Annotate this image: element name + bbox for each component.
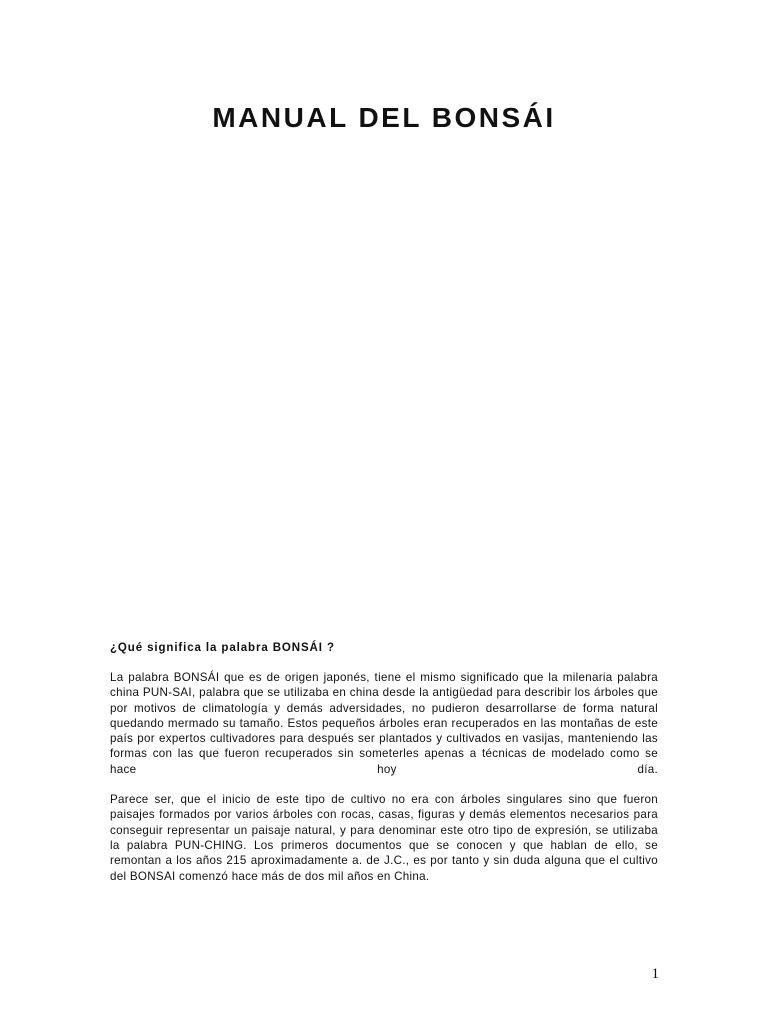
document-title: MANUAL DEL BONSÁI — [212, 102, 556, 133]
section-heading: ¿Qué significa la palabra BONSÁI ? — [110, 642, 335, 654]
paragraph-history: Parece ser, que el inicio de este tipo de cultivo no era con árboles singulares sino que fueron paisajes formados por varios árboles con rocas, casas, figuras y demás elementos necesarios para conseguir representar un paisaje natural, y para denominar este otro tipo de expresión, se utilizaba la palabra PUN-CHING. Los primeros documentos que se conocen y que hablan de ello, se remontan a los años 215 aproximadamente a. de J.C., es por tanto y sin duda alguna que el cultivo del BONSAI comenzó hace más de dos mil años en China. — [110, 793, 658, 883]
paragraph-origin: La palabra BONSÁI que es de origen japonés, tiene el mismo significado que la milenaria palabra china PUN-SAI, palabra que se utilizaba en china desde la antigüedad para describir los árboles que por motivos de climatología y demás adversidades, no pudieron desarrollarse de forma natural quedando mermado su tamaño. Estos pequeños árboles eran recuperados en las montañas de este país por expertos cultivadores para después ser plantados y cultivados en vasijas, manteniendo las formas con las que fueron recuperados sin someterles apenas a técnicas de modelado como se hace hoy día. — [110, 671, 658, 776]
page-number: 1 — [651, 966, 659, 982]
section-bonsai-meaning — [110, 640, 658, 899]
